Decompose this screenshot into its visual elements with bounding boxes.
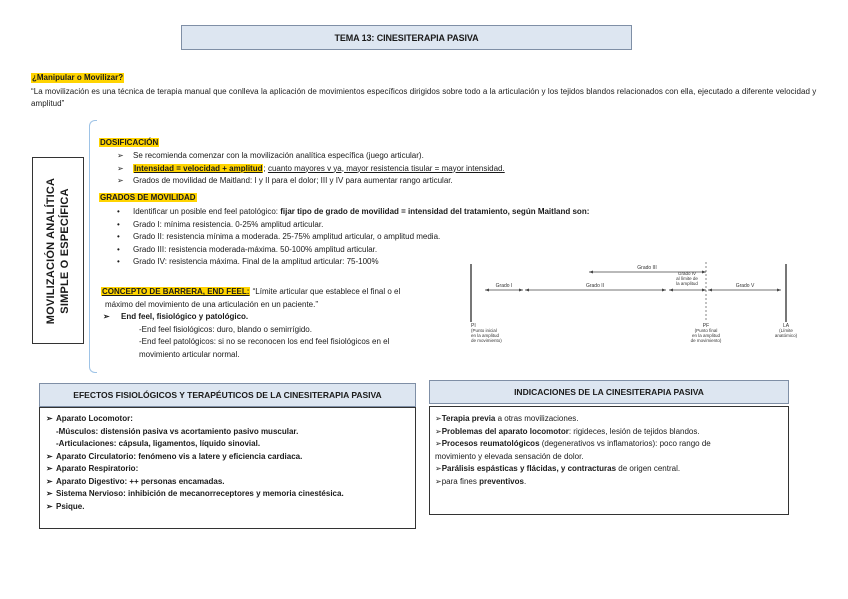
efectos-list bbox=[44, 413, 411, 513]
dosificacion-title bbox=[99, 138, 159, 148]
list-item-text: Identificar un posible end feel patológico: bbox=[133, 207, 281, 216]
grade1-label: Grado I bbox=[495, 283, 513, 289]
list-item bbox=[433, 451, 785, 464]
la-desc-1: (Límite bbox=[779, 328, 793, 333]
pf-desc-2: en la amplitud bbox=[691, 333, 721, 338]
side-label-box bbox=[32, 157, 84, 344]
grade3-label: Grado III bbox=[637, 265, 657, 271]
dot-bullet-icon: • bbox=[117, 244, 120, 254]
grados-title bbox=[99, 193, 197, 203]
grade4-label-3: la amplitud bbox=[676, 281, 698, 286]
arrow-bullet-icon: ➢ bbox=[46, 476, 53, 486]
barrier-fisiologicos: -End feel fisiológicos: duro, blando o semirrígido. bbox=[139, 324, 312, 334]
side-label bbox=[44, 177, 72, 323]
list-item bbox=[433, 426, 785, 439]
list-item bbox=[115, 163, 505, 176]
arrow-bullet-icon: ➢ bbox=[435, 439, 442, 448]
dot-bullet-icon: • bbox=[117, 219, 120, 229]
pi-desc-2: en la amplitud bbox=[471, 333, 500, 338]
definition-quote: “La movilización es una técnica de terapia manual que conlleva la aplicación de movimientos específicos dirigidos sobre todo a la articulación y los tejidos blandos relacionados con ella, ejecutado a diferente velocidad y amplitud” bbox=[31, 87, 817, 108]
grade4-label-1: Grado IV bbox=[677, 271, 697, 276]
pi-desc-1: (Punto inicial bbox=[471, 328, 497, 333]
la-label: LA bbox=[782, 323, 790, 329]
barrier-title: CONCEPTO DE BARRERA, END FEEL: bbox=[102, 287, 250, 296]
list-item-bold: Procesos reumatológicos bbox=[441, 439, 540, 448]
arrow-bullet-icon: ➢ bbox=[117, 176, 124, 185]
dot-bullet-icon: • bbox=[117, 207, 120, 216]
barrier-patologicos-2: movimiento articular normal. bbox=[139, 349, 240, 359]
barrier-sub-text: End feel, fisiológico y patológico. bbox=[121, 312, 249, 321]
list-item bbox=[44, 463, 411, 476]
la-desc-2: anatómico) bbox=[774, 333, 798, 338]
side-label-line1: MOVILIZACIÓN ANALÍTICA bbox=[45, 177, 57, 324]
list-item-bold: Parálisis espásticas y flácidas, y contracturas bbox=[441, 464, 617, 473]
barrier-patologicos-1: -End feel patológicos: si no se reconocen los end feel fisiológicos en el bbox=[139, 337, 390, 346]
arrow-bullet-icon: ➢ bbox=[46, 451, 53, 461]
pi-label: PI bbox=[471, 323, 476, 329]
list-item bbox=[44, 426, 411, 439]
list-item bbox=[433, 413, 785, 426]
list-item-text: Aparato Locomotor: bbox=[56, 414, 133, 423]
list-item-underlined: cuanto mayores v ya, mayor resistencia tisular = mayor intensidad. bbox=[267, 163, 505, 173]
arrow-bullet-icon: ➢ bbox=[435, 464, 442, 473]
list-item-text: . bbox=[523, 476, 527, 486]
list-item bbox=[44, 488, 411, 501]
arrow-bullet-icon: ➢ bbox=[46, 501, 53, 511]
barrier-line2: máximo del movimiento de una articulación en un paciente.” bbox=[105, 299, 319, 309]
dosificacion-list bbox=[115, 150, 505, 188]
list-item-bold: fijar tipo de grado de movilidad = intensidad del tratamiento, según Maitland son: bbox=[280, 207, 590, 216]
list-item-text: Psique. bbox=[56, 501, 85, 511]
list-item-text: Grado I: mínima resistencia. 0-25% amplitud articular. bbox=[133, 219, 324, 229]
list-item bbox=[115, 150, 505, 163]
list-item-text: Aparato Respiratorio: bbox=[56, 464, 139, 473]
side-label-line2: SIMPLE O ESPECÍFICA bbox=[59, 187, 71, 314]
list-item bbox=[115, 219, 589, 232]
arrow-bullet-icon: ➢ bbox=[46, 489, 53, 498]
arrow-bullet-icon: ➢ bbox=[46, 414, 53, 423]
list-item-text: Aparato Digestivo: ++ personas encamadas. bbox=[56, 476, 225, 486]
list-item-bold: Terapia previa bbox=[441, 414, 496, 423]
list-item bbox=[44, 501, 411, 514]
list-item bbox=[433, 438, 785, 451]
arrow-bullet-icon: ➢ bbox=[117, 151, 124, 160]
list-item-text: de origen central. bbox=[616, 464, 681, 473]
intensity-highlight: Intensidad = velocidad + amplitud bbox=[134, 163, 263, 173]
page-title bbox=[181, 25, 632, 50]
list-item-text: (degenerativos vs inflamatorios): poco rango de bbox=[539, 439, 711, 448]
list-item-text: Grados de movilidad de Maitland: I y II para el dolor; III y IV para aumentar rango articular. bbox=[133, 176, 453, 185]
list-item-text: Se recomienda comenzar con la movilización analítica específica (juego articular). bbox=[133, 151, 424, 160]
list-item-text: para fines bbox=[441, 476, 480, 486]
list-item-text: movimiento y elevada sensación de dolor. bbox=[435, 451, 584, 461]
grade5-label: Grado V bbox=[735, 283, 755, 289]
list-item-bold: preventivos bbox=[479, 476, 524, 486]
list-item bbox=[44, 413, 411, 426]
arrow-bullet-icon: ➢ bbox=[117, 163, 124, 173]
list-item-text: -Articulaciones: cápsula, ligamentos, líquido sinovial. bbox=[56, 439, 261, 448]
pf-desc-3: de movimiento) bbox=[690, 338, 722, 343]
list-item bbox=[115, 206, 589, 219]
page-title-text: TEMA 13: CINESITERAPIA PASIVA bbox=[334, 32, 479, 43]
list-item-text: Aparato Circulatorio: fenómeno vis a latere y eficiencia cardiaca. bbox=[56, 451, 303, 461]
arrow-bullet-icon: ➢ bbox=[46, 464, 53, 473]
grade2-label: Grado II bbox=[585, 283, 605, 289]
list-item bbox=[433, 463, 785, 476]
arrow-bullet-icon: ➢ bbox=[435, 426, 442, 436]
list-item-text: a otras movilizaciones. bbox=[495, 414, 579, 423]
list-item-bold: Problemas del aparato locomotor bbox=[441, 426, 569, 436]
list-item-text: -Músculos: distensión pasiva vs acortamiento pasivo muscular. bbox=[56, 426, 299, 436]
barrier-text: “Límite articular que establece el final o el bbox=[250, 287, 401, 296]
list-item bbox=[44, 476, 411, 489]
arrow-bullet-icon: ➢ bbox=[435, 414, 442, 423]
list-item-sep: ; bbox=[263, 163, 268, 173]
barrier-line1 bbox=[101, 286, 461, 299]
indicaciones-title: INDICACIONES DE LA CINESITERAPIA PASIVA bbox=[514, 387, 704, 397]
list-item-text: Grado II: resistencia mínima a moderada. 25-75% amplitud articular, o amplitud media. bbox=[133, 232, 441, 241]
indicaciones-box bbox=[429, 406, 789, 515]
question-heading: ¿Manipular o Movilizar? bbox=[32, 73, 124, 82]
list-item bbox=[44, 451, 411, 464]
list-item bbox=[44, 438, 411, 451]
efectos-header bbox=[39, 383, 416, 407]
indicaciones-header bbox=[429, 380, 789, 404]
arrow-bullet-icon: ➢ bbox=[103, 312, 110, 321]
grade4-label-2: al límite de bbox=[676, 276, 698, 281]
pi-desc-3: de movimiento) bbox=[471, 338, 502, 343]
efectos-title: EFECTOS FISIOLÓGICOS Y TERAPÉUTICOS DE LA CINESITERAPIA PASIVA bbox=[73, 390, 382, 400]
list-item-text: Sistema Nervioso: inhibición de mecanorreceptores y memoria cinestésica. bbox=[56, 489, 344, 498]
dot-bullet-icon: • bbox=[117, 257, 120, 266]
barrier-sub bbox=[101, 311, 461, 324]
indicaciones-list bbox=[433, 413, 785, 488]
maitland-grades-diagram bbox=[461, 252, 804, 349]
section-bracket bbox=[89, 120, 97, 373]
list-item-text: : rigideces, lesión de tejidos blandos. bbox=[568, 426, 700, 436]
list-item bbox=[433, 476, 785, 489]
pf-desc-1: (Punto final bbox=[694, 328, 718, 333]
list-item-text: Grado III: resistencia moderada-máxima. 50-100% amplitud articular. bbox=[133, 244, 378, 254]
list-item-text: Grado IV: resistencia máxima. Final de la amplitud articular: 75-100% bbox=[133, 257, 379, 266]
efectos-box bbox=[39, 407, 416, 529]
list-item bbox=[115, 175, 505, 188]
grados-title-text: GRADOS DE MOVILIDAD bbox=[100, 193, 196, 202]
list-item bbox=[115, 231, 589, 244]
barrier-concept bbox=[101, 286, 461, 361]
diagram-background bbox=[461, 252, 804, 349]
dosificacion-title-text: DOSIFICACIÓN bbox=[100, 138, 159, 147]
arrow-bullet-icon: ➢ bbox=[435, 476, 442, 486]
dot-bullet-icon: • bbox=[117, 232, 120, 241]
pf-label: PF bbox=[702, 323, 710, 329]
